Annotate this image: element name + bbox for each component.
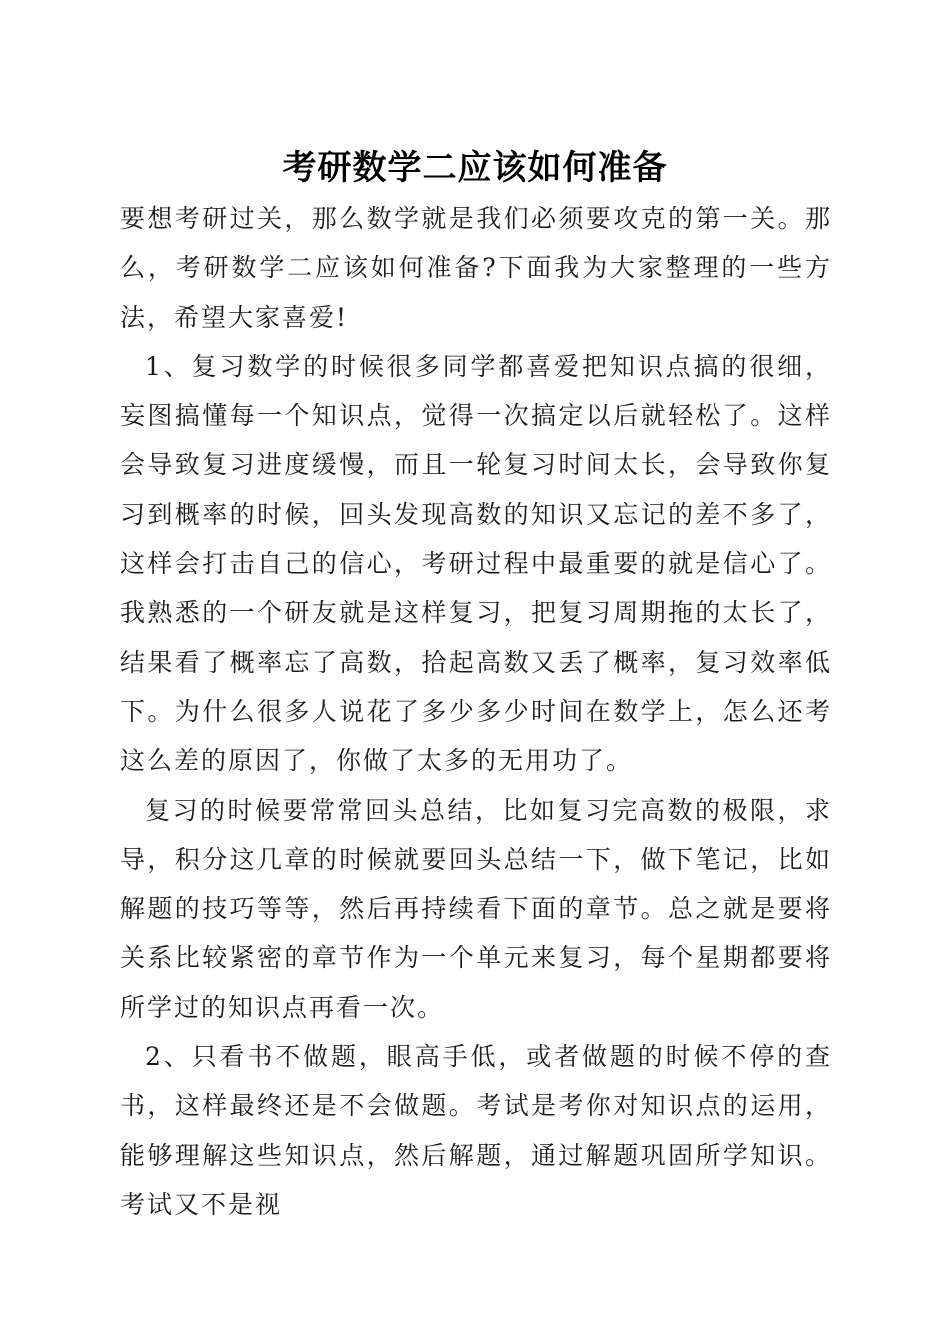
paragraph-point-1: 1、复习数学的时候很多同学都喜爱把知识点搞的很细，妄图搞懂每一个知识点，觉得一次搞定以后就轻松了。这样会导致复习进度缓慢，而且一轮复习时间太长，会导致你复习到概率的时候，回头发现高数的知识又忘记的差不多了，这样会打击自己的信心，考研过程中最重要的就是信心了。我熟悉的一个研友就是这样复习，把复习周期拖的太长了，结果看了概率忘了高数，拾起高数又丢了概率，复习效率低下。为什么很多人说花了多少多少时间在数学上，怎么还考这么差的原因了，你做了太多的无用功了。 [120,351,832,776]
paragraph-review-summary: 复习的时候要常常回头总结，比如复习完高数的极限，求导，积分这几章的时候就要回头总结一下，做下笔记，比如解题的技巧等等，然后再持续看下面的章节。总之就是要将关系比较紧密的章节作为一个单元来复习，每个星期都要将所学过的知识点再看一次。 [120,795,832,1022]
document-body [120,194,832,1229]
intro-paragraph: 要想考研过关，那么数学就是我们必须要攻克的第一关。那么，考研数学二应该如何准备?下面我为大家整理的一些方法，希望大家喜爱! [120,204,832,332]
document-title: 考研数学二应该如何准备 [282,148,668,188]
paragraph-point-2: 2、只看书不做题，眼高手低，或者做题的时候不停的查书，这样最终还是不会做题。考试是考你对知识点的运用，能够理解这些知识点，然后解题，通过解题巩固所学知识。考试又不是视 [120,1042,832,1219]
